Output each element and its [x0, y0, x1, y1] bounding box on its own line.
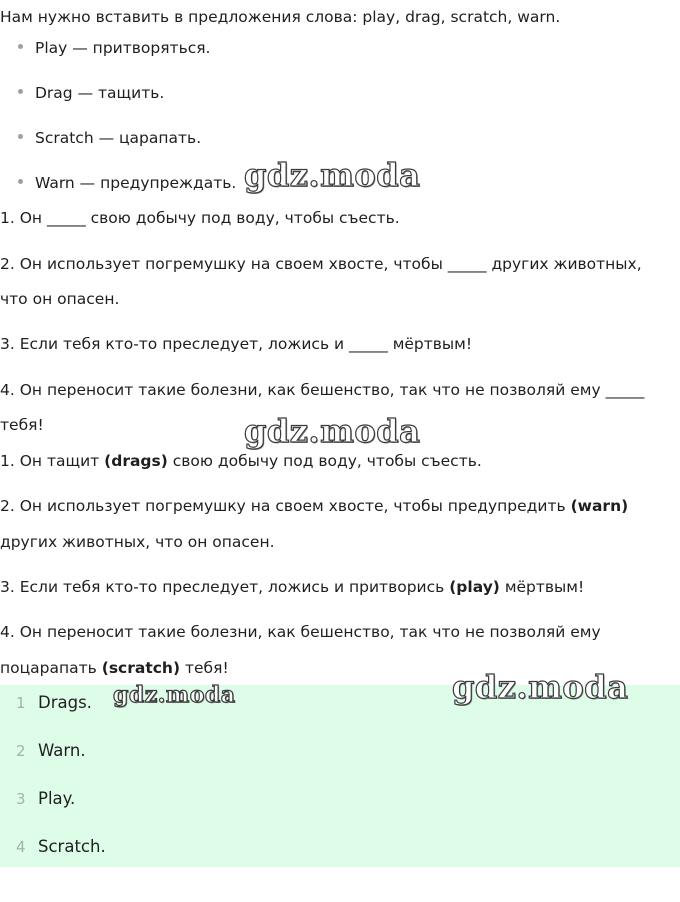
vocab-item: [18, 172, 236, 194]
vocab-item: [18, 37, 210, 59]
watermark-logo: gdz.moda: [244, 412, 421, 450]
answer-number: 2: [16, 742, 26, 760]
solution-text: 1. Он тащит: [0, 452, 105, 470]
solution-4-line-1: 4. Он переносит такие болезни, как бешенство, так что не позволяй ему: [0, 623, 601, 641]
vocab-item-text: Play — притворяться.: [35, 39, 211, 57]
task-1: 1. Он _____ свою добычу под воду, чтобы съесть.: [0, 209, 400, 227]
vocab-item-text: Scratch — царапать.: [35, 129, 202, 147]
solution-text: 2. Он использует погремушку на своем хвосте, чтобы предупредить: [0, 497, 571, 515]
watermark-logo: gdz.moda: [244, 156, 421, 194]
solution-text: свою добычу под воду, чтобы съесть.: [167, 452, 482, 470]
vocab-item-text: Warn — предупреждать.: [35, 174, 237, 192]
solution-text: тебя!: [180, 659, 229, 677]
vocab-item: [18, 127, 201, 149]
bullet-icon: [18, 134, 23, 139]
solution-text: 3. Если тебя кто-то преследует, ложись и притворись: [0, 578, 450, 596]
vocab-item-text: Drag — тащить.: [35, 84, 165, 102]
solution-keyword: (scratch): [101, 659, 181, 677]
answer-text: Play.: [38, 789, 76, 808]
intro-text: Нам нужно вставить в предложения слова: play, drag, scratch, warn.: [0, 8, 561, 26]
answer-text: Scratch.: [38, 837, 106, 856]
task-4-line-1: 4. Он переносит такие болезни, как бешенство, так что не позволяй ему _____: [0, 381, 645, 399]
solution-1: [0, 450, 482, 472]
bullet-icon: [18, 179, 23, 184]
answer-number: 1: [16, 694, 26, 712]
answer-item: [16, 835, 106, 859]
bullet-icon: [18, 44, 23, 49]
solution-keyword: (warn): [570, 497, 629, 515]
answer-item: [16, 787, 75, 811]
solution-keyword: (drags): [104, 452, 168, 470]
solution-2-line-1: [0, 495, 628, 517]
solution-3: [0, 576, 584, 598]
watermark-logo: gdz.moda: [452, 668, 629, 706]
solution-text: поцарапать: [0, 659, 102, 677]
bullet-icon: [18, 89, 23, 94]
solution-2-line-2: других животных, что он опасен.: [0, 533, 275, 551]
task-2-line-2: что он опасен.: [0, 290, 120, 308]
answer-text: Warn.: [38, 741, 86, 760]
answer-item: [16, 739, 86, 763]
task-4-line-2: тебя!: [0, 416, 44, 434]
answer-number: 3: [16, 790, 26, 808]
task-2-line-1: 2. Он использует погремушку на своем хвосте, чтобы _____ других животных,: [0, 255, 642, 273]
solution-keyword: (play): [449, 578, 500, 596]
answer-box: [0, 685, 680, 867]
answer-item: [16, 691, 92, 715]
solution-4-line-2: [0, 657, 229, 679]
answer-number: 4: [16, 838, 26, 856]
watermark-logo: gdz.moda: [113, 682, 236, 708]
answer-text: Drags.: [38, 693, 92, 712]
task-3: 3. Если тебя кто-то преследует, ложись и _____ мёртвым!: [0, 335, 473, 353]
vocab-item: [18, 82, 164, 104]
solution-text: мёртвым!: [499, 578, 585, 596]
